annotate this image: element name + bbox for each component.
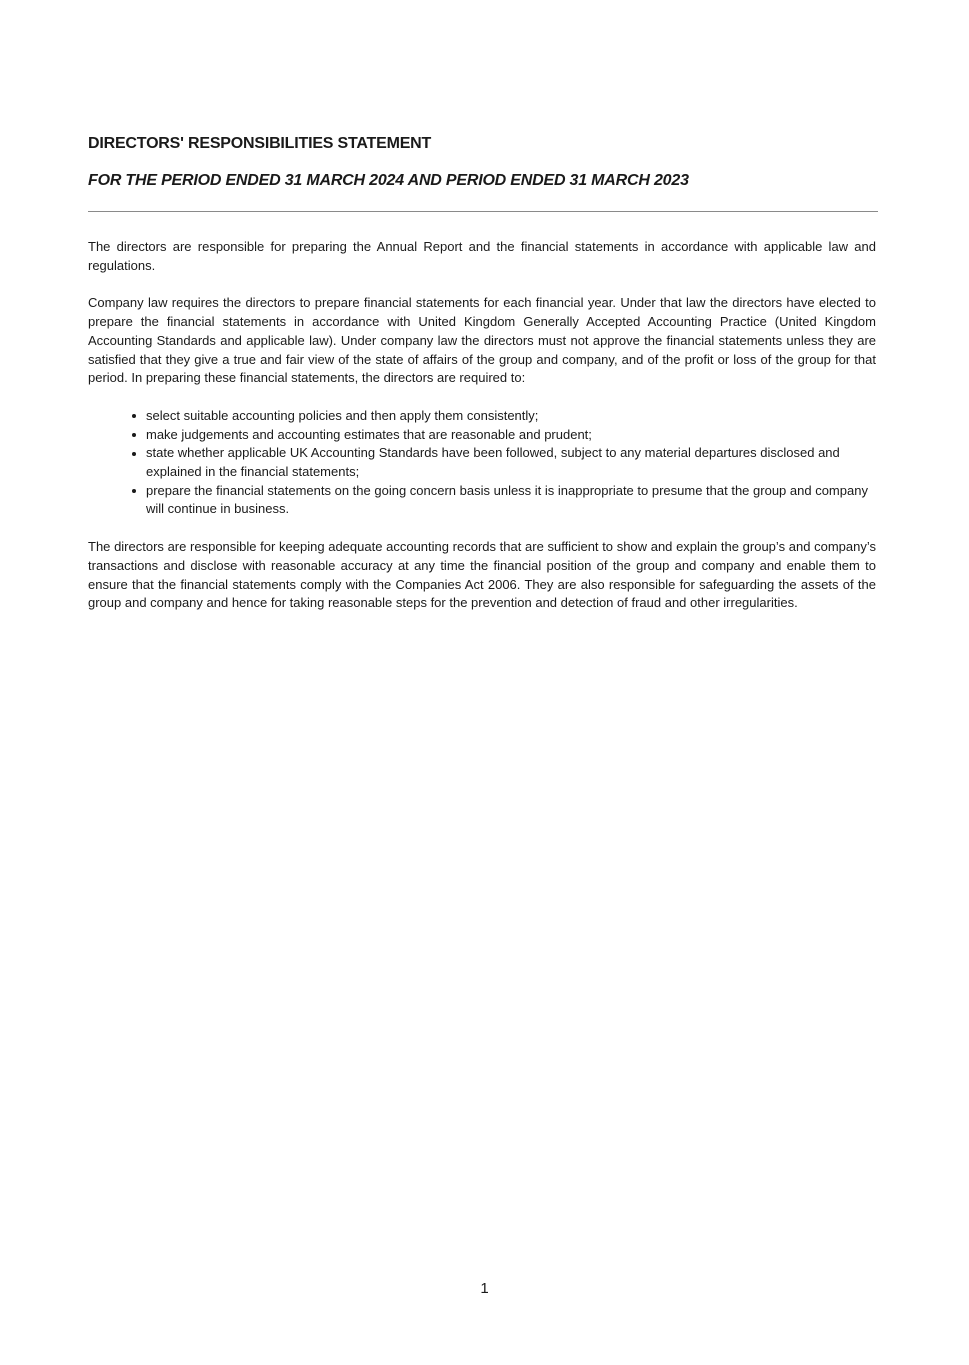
header-divider bbox=[88, 211, 878, 212]
list-item bbox=[146, 426, 876, 445]
list-item bbox=[146, 407, 876, 426]
requirements-list bbox=[88, 407, 876, 519]
paragraph-accounting-records: The directors are responsible for keeping adequate accounting records that are sufficient to show and explain the group’s and company’s transactions and disclose with reasonable accuracy at any time the financial position of the group and company and enable them to ensure that the financial statements comply with the Companies Act 2006. They are also responsible for safeguarding the assets of the group and company and hence for taking reasonable steps for the prevention and detection of fraud and other irregularities. bbox=[88, 539, 876, 611]
paragraph-intro: The directors are responsible for preparing the Annual Report and the financial statements in accordance with applicable law and regulations. bbox=[88, 239, 876, 273]
page-subtitle: FOR THE PERIOD ENDED 31 MARCH 2024 AND PERIOD ENDED 31 MARCH 2023 bbox=[88, 172, 689, 189]
bullet-icon bbox=[132, 452, 136, 456]
bullet-icon bbox=[132, 433, 136, 437]
page-title: DIRECTORS' RESPONSIBILITIES STATEMENT bbox=[88, 135, 432, 152]
list-item-text: prepare the financial statements on the going concern basis unless it is inappropriate to presume that the group and company will continue in business. bbox=[146, 482, 868, 517]
list-item bbox=[146, 482, 876, 519]
page-number: 1 bbox=[480, 1280, 489, 1297]
list-item bbox=[146, 444, 876, 481]
list-item-text: select suitable accounting policies and then apply them consistently; bbox=[146, 407, 539, 423]
list-item-text: make judgements and accounting estimates that are reasonable and prudent; bbox=[146, 426, 592, 442]
paragraph-company-law: Company law requires the directors to prepare financial statements for each financial year. Under that law the directors have elected to prepare the financial statements in accordance with United Kingdom Generally Accepted Accounting Practice (United Kingdom Accounting Standards and applicable law). Under company law the directors must not approve the financial statements unless they are satisfied that they give a true and fair view of the state of affairs of the group and company, and of the profit or loss of the group for that period. In preparing these financial statements, the directors are required to: bbox=[88, 295, 876, 386]
document-content bbox=[88, 133, 876, 613]
bullet-icon bbox=[132, 489, 136, 493]
list-item-text: state whether applicable UK Accounting Standards have been followed, subject to any material departures disclosed and explained in the financial statements; bbox=[146, 445, 840, 480]
bullet-icon bbox=[132, 414, 136, 418]
